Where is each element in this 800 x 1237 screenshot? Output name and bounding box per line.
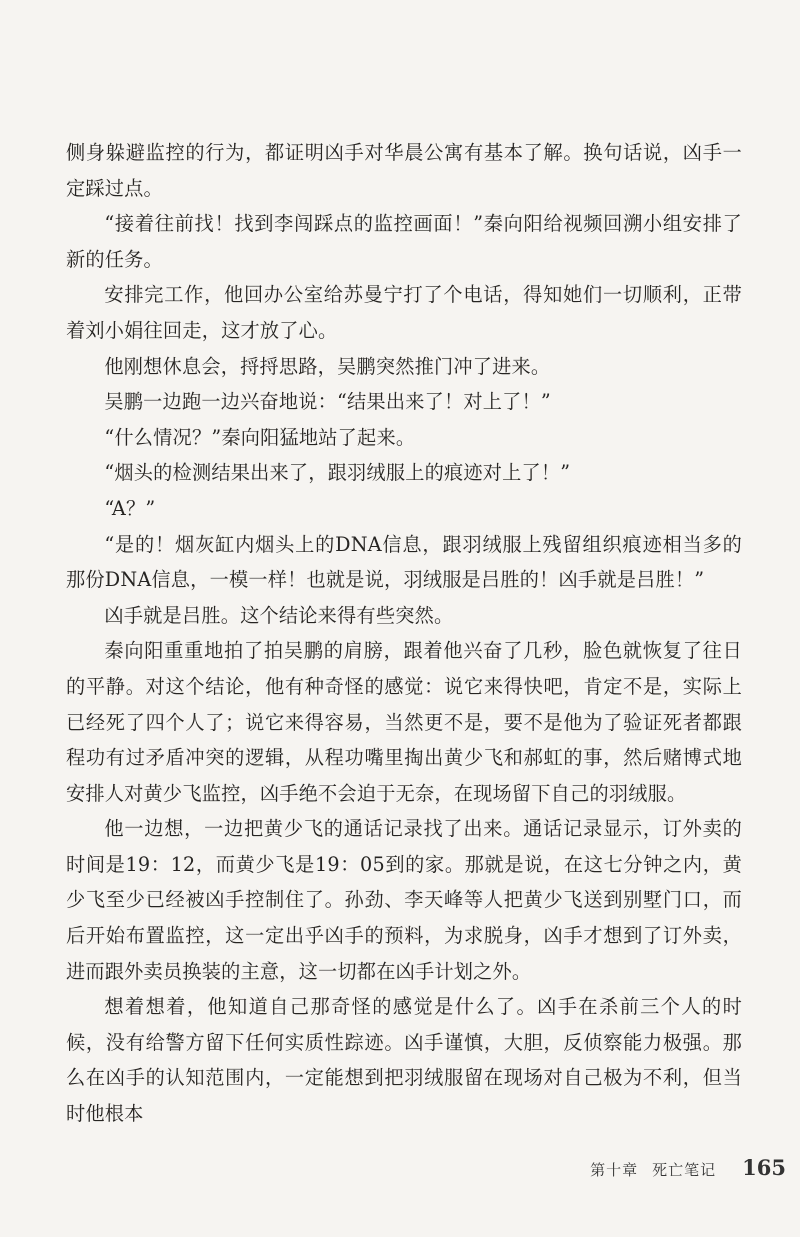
paragraph: 他一边想，一边把黄少飞的通话记录找了出来。通话记录显示，订外卖的时间是19：12，而黄少飞是19：05到的家。那就是说，在这七分钟之内，黄少飞至少已经被凶手控制住了。孙劲、李天峰等人把黄少飞送到别墅门口，而后开始布置监控，这一定出乎凶手的预料，为求脱身，凶手才想到了订外卖，进而跟外卖员换装的主意，这一切都在凶手计划之外。 [66,817,742,983]
paragraph: 吴鹏一边跑一边兴奋地说：“结果出来了！对上了！” [104,390,551,414]
chapter-label: 第十章 [590,1161,639,1179]
paragraph: “烟头的检测结果出来了，跟羽绒服上的痕迹对上了！” [104,461,571,485]
paragraph: “A？” [104,496,156,520]
paragraph: “是的！烟灰缸内烟头上的DNA信息，跟羽绒服上残留组织痕迹相当多的那份DNA信息，一模一样！也就是说，羽绒服是吕胜的！凶手就是吕胜！” [66,532,742,592]
paragraph: “什么情况？”秦向阳猛地站了起来。 [104,425,416,449]
paragraph: 凶手就是吕胜。这个结论来得有些突然。 [104,603,454,627]
paragraph: 安排完工作，他回办公室给苏曼宁打了个电话，得知她们一切顺利，正带着刘小娟往回走，这才放了心。 [66,283,742,342]
paragraph: 他刚想休息会，捋捋思路，吴鹏突然推门冲了进来。 [104,354,551,378]
chapter-title: 死亡笔记 [652,1161,717,1179]
paragraph: 秦向阳重重地拍了拍吴鹏的肩膀，跟着他兴奋了几秒，脸色就恢复了往日的平静。对这个结论，他有种奇怪的感觉：说它来得快吧，肯定不是，实际上已经死了四个人了；说它来得容易，当然更不是，要不是他为了验证死者都跟程功有过矛盾冲突的逻辑，从程功嘴里掏出黄少飞和郝虹的事，然后赌博式地安排人对黄少飞监控，凶手绝不会迫于无奈，在现场留下自己的羽绒服。 [66,639,742,805]
page-footer [590,1155,786,1180]
body-text [66,135,742,1132]
paragraph: 侧身躲避监控的行为，都证明凶手对华晨公寓有基本了解。换句话说，凶手一定踩过点。 [66,141,742,200]
page-number: 165 [742,1155,786,1180]
paragraph: 想着想着，他知道自己那奇怪的感觉是什么了。凶手在杀前三个人的时候，没有给警方留下任何实质性踪迹。凶手谨慎，大胆，反侦察能力极强。那么在凶手的认知范围内，一定能想到把羽绒服留在现场对自己极为不利，但当时他根本 [66,995,742,1126]
paragraph: “接着往前找！找到李闯踩点的监控画面！”秦向阳给视频回溯小组安排了新的任务。 [66,212,742,271]
